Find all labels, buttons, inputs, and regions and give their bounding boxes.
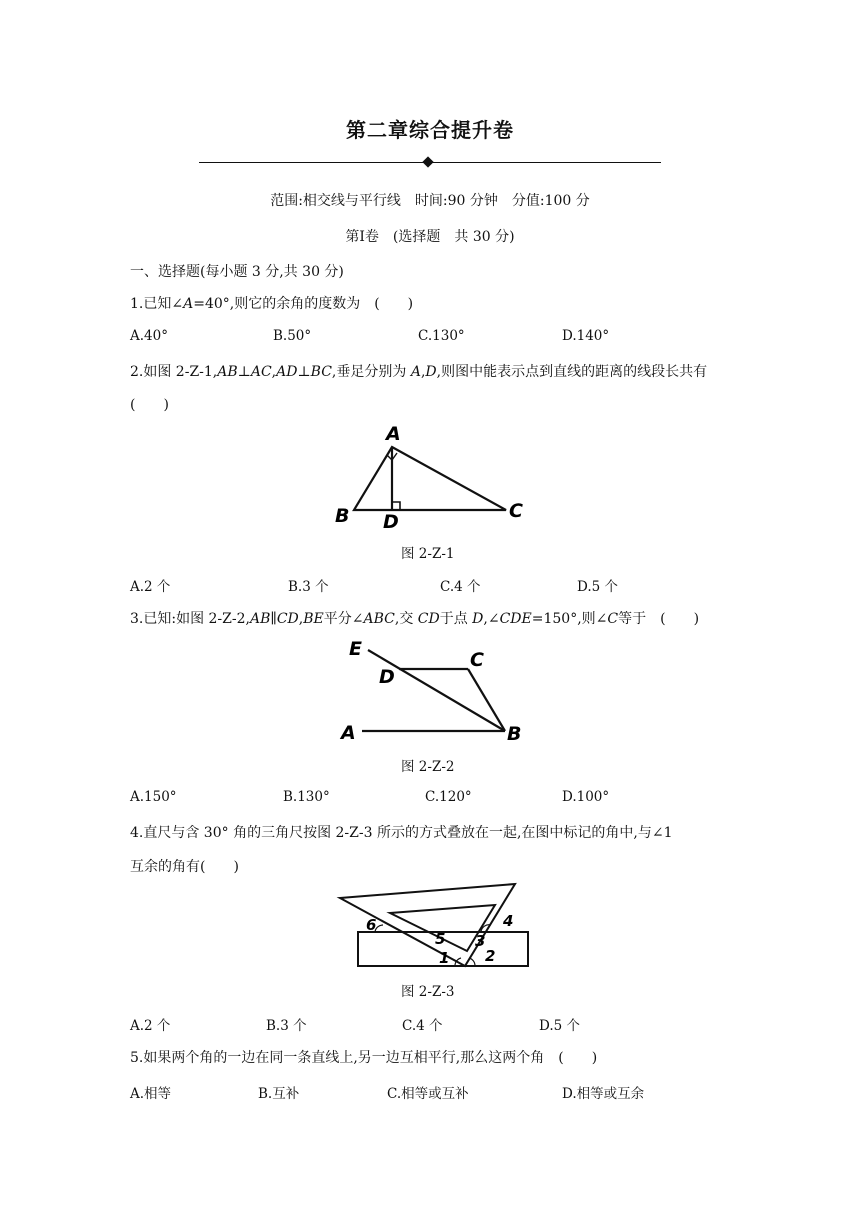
q2-comma: , [271, 364, 277, 380]
label-angle-6: 6 [366, 916, 377, 934]
right-angle-mark-d [392, 502, 400, 510]
q1-stem-b: =40°,则它的余角的度数为 ( ) [193, 296, 414, 312]
q2-ab: AB [217, 364, 238, 380]
q3-d: D [472, 611, 484, 627]
figure-2-z-2-caption: 图 2-Z-2 [401, 759, 455, 775]
q4-option-d: D.5 个 [539, 1018, 581, 1034]
label-c: C [509, 500, 523, 522]
q5-option-c: C.相等或互补 [387, 1086, 469, 1102]
q3-stem-b: 平分∠ [323, 611, 364, 627]
label-b: B [507, 723, 522, 745]
q5-option-b: B.互补 [258, 1086, 300, 1102]
label-d: D [383, 511, 399, 533]
label-angle-2: 2 [485, 947, 496, 965]
q2-option-b: B.3 个 [288, 579, 329, 595]
q2-option-c: C.4 个 [440, 579, 481, 595]
question-5: 5.如果两个角的一边在同一条直线上,另一边互相平行,那么这两个角 ( ) [130, 1050, 598, 1066]
q4-option-b: B.3 个 [266, 1018, 307, 1034]
q2-perp-1: ⊥ [237, 364, 251, 380]
q3-cd: CD [417, 611, 440, 627]
q3-stem-f: =150°,则∠ [531, 611, 608, 627]
q1-option-b: B.50° [273, 328, 312, 344]
q2-stem-1c: ,则图中能表示点到直线的距离的线段长共有 [436, 364, 708, 380]
question-3 [130, 608, 699, 628]
q5-option-d: D.相等或互余 [562, 1086, 645, 1102]
q2-stem-1a: 2.如图 2-Z-1, [130, 364, 218, 380]
question-4: 4.直尺与含 30° 角的三角尺按图 2-Z-3 所示的方式叠放在一起,在图中标记的角中,与∠1 [130, 825, 673, 841]
q3-option-a: A.150° [130, 789, 177, 805]
exam-meta: 范围:相交线与平行线 时间:90 分钟 分值:100 分 [270, 193, 590, 209]
q2-ad: AD [276, 364, 298, 380]
question-1 [130, 293, 413, 313]
label-e: E [349, 638, 362, 660]
q3-c: C [607, 611, 619, 627]
q1-option-c: C.130° [418, 328, 465, 344]
label-angle-4: 4 [503, 912, 514, 930]
label-a: A [386, 423, 401, 445]
label-angle-1: 1 [439, 949, 450, 967]
q3-stem-e: ,∠ [483, 611, 500, 627]
q3-abc: ABC [363, 611, 395, 627]
page-title: 第二章综合提升卷 [346, 118, 514, 142]
label-angle-3: 3 [475, 932, 486, 950]
q2-comma-2: , [420, 364, 426, 380]
label-a: A [341, 722, 356, 744]
figure-2-z-1 [325, 415, 540, 535]
q4-option-a: A.2 个 [130, 1018, 171, 1034]
q3-option-d: D.100° [562, 789, 610, 805]
question-4-line-2: 互余的角有( ) [130, 859, 239, 875]
q1-option-a: A.40° [130, 328, 168, 344]
q4-option-c: C.4 个 [402, 1018, 443, 1034]
label-d: D [379, 666, 395, 688]
q3-stem-a: 3.已知:如图 2-Z-2, [130, 611, 250, 627]
q3-option-b: B.130° [283, 789, 330, 805]
label-b: B [335, 505, 350, 527]
q1-stem-a: 1.已知∠ [130, 296, 184, 312]
q2-perp-2: ⊥ [297, 364, 311, 380]
q5-option-a: A.相等 [130, 1086, 172, 1102]
figure-2-z-1-caption: 图 2-Z-1 [401, 546, 455, 562]
q3-option-c: C.120° [425, 789, 472, 805]
question-2 [130, 361, 707, 381]
label-angle-5: 5 [435, 930, 446, 948]
figure-2-z-2 [335, 635, 535, 747]
q1-var: A [183, 296, 194, 312]
q2-option-d: D.5 个 [577, 579, 619, 595]
q2-option-a: A.2 个 [130, 579, 171, 595]
q3-ab-cd: AB∥CD [249, 611, 299, 627]
q2-bc: BC [310, 364, 332, 380]
q3-stem-g: 等于 ( ) [618, 611, 700, 627]
section-heading: 一、选择题(每小题 3 分,共 30 分) [130, 264, 344, 280]
q3-stem-c: ,交 [394, 611, 418, 627]
figure-2-z-3 [335, 878, 535, 970]
part-title: 第Ⅰ卷 (选择题 共 30 分) [345, 229, 515, 245]
divider-diamond-icon [422, 156, 433, 167]
triangle-abc [354, 447, 506, 510]
q3-cde: CDE [499, 611, 532, 627]
q2-d: D [425, 364, 437, 380]
q2-a: A [410, 364, 421, 380]
q3-be: BE [303, 611, 324, 627]
q2-ac: AC [250, 364, 272, 380]
figure-2-z-3-caption: 图 2-Z-3 [401, 984, 455, 1000]
q2-stem-1b: ,垂足分别为 [331, 364, 411, 380]
q3-comma: , [298, 611, 304, 627]
segment-cb [468, 669, 505, 731]
q3-stem-d: 于点 [439, 611, 473, 627]
line-eb [368, 650, 505, 731]
question-2-line-2: ( ) [130, 397, 169, 413]
q1-option-d: D.140° [562, 328, 610, 344]
label-c: C [470, 649, 484, 671]
